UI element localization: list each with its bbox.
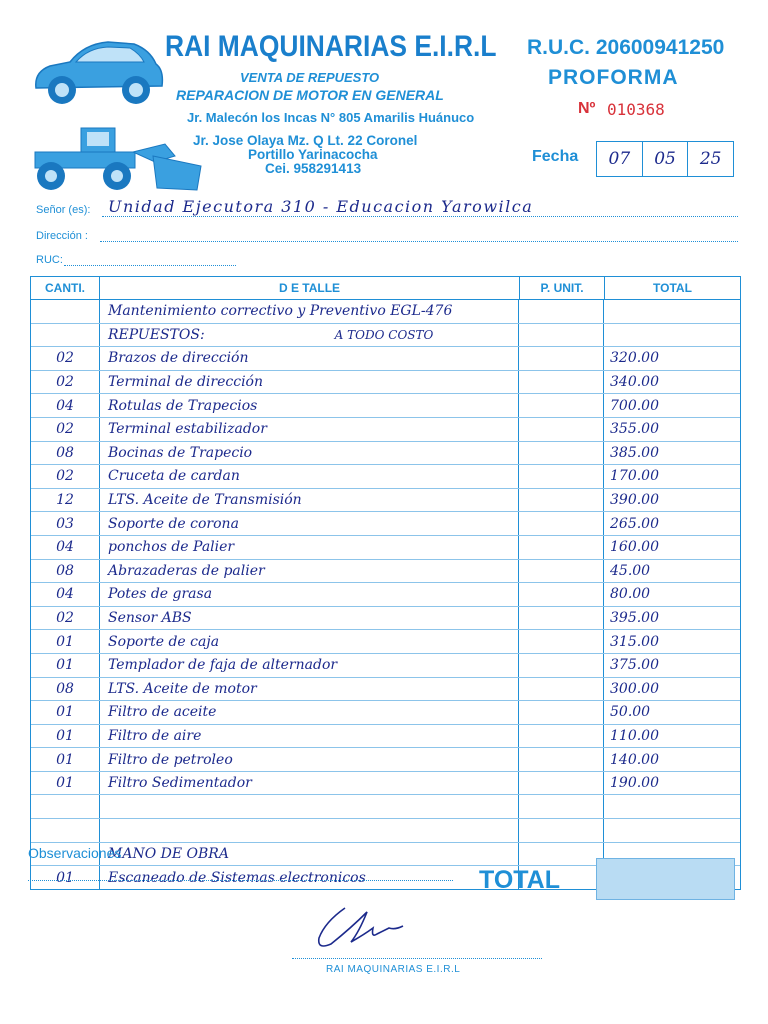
signature-name: RAI MAQUINARIAS E.I.R.L: [326, 964, 461, 975]
tagline-1: VENTA DE REPUESTO: [240, 70, 380, 85]
row-qty: 01: [31, 630, 100, 653]
row-total: 340.00: [610, 374, 659, 391]
date-label: Fecha: [532, 148, 579, 165]
row-unit-price: [519, 465, 604, 488]
row-detail: [100, 583, 519, 606]
row-unit-price: [519, 772, 604, 795]
row-detail: [100, 536, 519, 559]
row-unit-price: [519, 300, 604, 323]
row-qty: 08: [31, 560, 100, 583]
row-total: 170.00: [610, 468, 659, 485]
document-type: PROFORMA: [548, 66, 679, 89]
date-box: [596, 141, 734, 177]
row-detail: [100, 324, 519, 347]
date-month: 05: [643, 142, 689, 176]
row-detail-text: Bocinas de Trapecio: [108, 444, 253, 461]
company-name: RAI MAQUINARIAS E.I.R.L: [165, 30, 497, 63]
table-row: [31, 772, 740, 796]
header-total: TOTAL: [653, 281, 692, 295]
table-row: [31, 701, 740, 725]
row-detail: [100, 371, 519, 394]
total-label: TOTAL: [479, 866, 561, 894]
row-detail: [100, 678, 519, 701]
date-year: 25: [699, 149, 722, 169]
row-unit-price: [519, 819, 604, 842]
table-row: [31, 371, 740, 395]
row-unit-price: [519, 725, 604, 748]
row-detail: [100, 465, 519, 488]
table-row: [31, 418, 740, 442]
row-qty: 08: [31, 678, 100, 701]
address-label: Dirección :: [36, 230, 88, 242]
row-qty: 01: [31, 772, 100, 795]
table-row: [31, 489, 740, 513]
row-detail-text: Cruceta de cardan: [108, 468, 240, 485]
row-total: 110.00: [610, 727, 659, 744]
table-row: [31, 654, 740, 678]
row-detail-text: Brazos de dirección: [108, 350, 249, 367]
row-total: 50.00: [610, 704, 651, 721]
row-detail: [100, 489, 519, 512]
row-detail: [100, 725, 519, 748]
row-detail-note: A TODO COSTO: [334, 327, 434, 342]
row-unit-price: [519, 560, 604, 583]
header-qty: CANTI.: [31, 277, 100, 299]
table-row: [31, 795, 740, 819]
row-unit-price: [519, 324, 604, 347]
row-qty: 12: [31, 489, 100, 512]
row-qty: 01: [31, 701, 100, 724]
row-qty: 03: [31, 512, 100, 535]
ruc-number: R.U.C. 20600941250: [527, 36, 725, 59]
address-3: Portillo Yarinacocha: [248, 147, 378, 162]
client-value: Unidad Ejecutora 310 - Educacion Yarowilca: [108, 197, 534, 216]
row-detail-text: LTS. Aceite de motor: [108, 680, 257, 697]
row-total: 300.00: [610, 680, 659, 697]
row-detail-text: Mantenimiento correctivo y Preventivo EGL-476: [108, 303, 453, 320]
items-table: [30, 276, 741, 890]
row-detail: [100, 654, 519, 677]
address-1: Jr. Malecón los Incas N° 805 Amarilis Huánuco: [187, 110, 475, 125]
row-detail-text: Potes de grasa: [108, 586, 213, 603]
row-total: [604, 795, 740, 818]
row-unit-price: [519, 489, 604, 512]
table-row: [31, 560, 740, 584]
table-row: [31, 583, 740, 607]
row-total: 265.00: [610, 515, 659, 532]
row-detail-text: Rotulas de Trapecios: [108, 397, 258, 414]
table-row: [31, 607, 740, 631]
table-row: [31, 347, 740, 371]
row-unit-price: [519, 583, 604, 606]
phone: Cei. 958291413: [265, 161, 362, 176]
car-illustration: [30, 30, 166, 112]
row-detail: [100, 701, 519, 724]
table-header: [31, 277, 740, 300]
table-row: [31, 394, 740, 418]
address-2: Jr. Jose Olaya Mz. Q Lt. 22 Coronel: [193, 133, 418, 148]
row-unit-price: [519, 347, 604, 370]
row-total: 355.00: [610, 421, 659, 438]
row-qty: 02: [31, 465, 100, 488]
row-qty: 04: [31, 583, 100, 606]
table-row: [31, 442, 740, 466]
row-detail-text: Filtro de petroleo: [108, 751, 233, 768]
row-qty: [31, 324, 100, 347]
ruc-line: [64, 265, 236, 266]
row-qty: 01: [31, 866, 100, 889]
row-qty: [31, 795, 100, 818]
row-detail: [100, 866, 519, 889]
row-unit-price: [519, 678, 604, 701]
row-total: 390.00: [610, 492, 659, 509]
row-detail: [100, 843, 519, 866]
row-detail-text: Filtro Sedimentador: [108, 775, 252, 792]
total-box: [596, 858, 735, 900]
row-total: 80.00: [610, 586, 651, 603]
row-total: 375.00: [610, 657, 659, 674]
row-total: 140.00: [610, 751, 659, 768]
row-unit-price: [519, 630, 604, 653]
client-label: Señor (es):: [36, 204, 91, 216]
row-detail: [100, 512, 519, 535]
row-unit-price: [519, 512, 604, 535]
row-qty: 08: [31, 442, 100, 465]
row-detail-text: MANO DE OBRA: [108, 845, 229, 862]
ruc-label: RUC:: [36, 254, 63, 266]
row-qty: 01: [31, 725, 100, 748]
row-unit-price: [519, 418, 604, 441]
row-total: 320.00: [610, 350, 659, 367]
row-qty: 01: [31, 748, 100, 771]
address-line: [100, 241, 738, 242]
row-total: 395.00: [610, 610, 659, 627]
row-total: 190.00: [610, 775, 659, 792]
row-qty: 04: [31, 394, 100, 417]
row-detail-text: Terminal de dirección: [108, 374, 263, 391]
row-detail-text: Filtro de aceite: [108, 704, 217, 721]
header-unit: P. UNIT.: [520, 277, 605, 299]
row-unit-price: [519, 748, 604, 771]
table-row: [31, 512, 740, 536]
table-row: [31, 819, 740, 843]
row-detail-text: Filtro de aire: [108, 727, 202, 744]
row-detail-text: Abrazaderas de palier: [108, 562, 265, 579]
row-total: 315.00: [610, 633, 659, 650]
row-unit-price: [519, 654, 604, 677]
observations-line: [28, 880, 453, 881]
row-unit-price: [519, 795, 604, 818]
table-row: [31, 748, 740, 772]
row-total: [604, 324, 740, 347]
row-detail-text: LTS. Aceite de Transmisión: [108, 492, 302, 509]
row-unit-price: [519, 394, 604, 417]
loader-illustration: [25, 122, 205, 194]
row-unit-price: [519, 442, 604, 465]
row-detail-text: Templador de faja de alternador: [108, 657, 338, 674]
row-unit-price: [519, 701, 604, 724]
row-unit-price: [519, 371, 604, 394]
signature-line: [292, 958, 542, 959]
row-detail: [100, 418, 519, 441]
table-row: [31, 725, 740, 749]
row-detail: [100, 748, 519, 771]
row-detail: [100, 442, 519, 465]
row-detail: [100, 394, 519, 417]
row-qty: 02: [31, 607, 100, 630]
row-qty: [31, 819, 100, 842]
row-unit-price: [519, 536, 604, 559]
table-row: [31, 465, 740, 489]
table-row: [31, 678, 740, 702]
table-body: [31, 300, 740, 889]
date-day: 07: [597, 142, 643, 176]
row-detail: [100, 607, 519, 630]
row-detail-text: ponchos de Palier: [108, 539, 235, 556]
row-qty: 02: [31, 371, 100, 394]
row-total: [604, 300, 740, 323]
row-detail: [100, 630, 519, 653]
row-detail-text: Soporte de corona: [108, 515, 239, 532]
row-detail-text: Soporte de caja: [108, 633, 220, 650]
row-detail-text: REPUESTOS:: [108, 326, 205, 343]
header-detail: D E TALLE: [100, 277, 520, 299]
observations-label: Observaciones: [28, 845, 122, 861]
row-detail: [100, 347, 519, 370]
row-qty: [31, 300, 100, 323]
table-row: [31, 630, 740, 654]
row-detail-text: Sensor ABS: [108, 610, 192, 627]
row-unit-price: [519, 843, 604, 866]
row-total: 700.00: [610, 397, 659, 414]
row-total: 385.00: [610, 444, 659, 461]
row-total: 45.00: [610, 562, 651, 579]
table-row: [31, 324, 740, 348]
row-qty: 02: [31, 347, 100, 370]
row-qty: 04: [31, 536, 100, 559]
table-row: [31, 300, 740, 324]
row-total: 160.00: [610, 539, 659, 556]
signature: [305, 898, 415, 954]
row-detail: [100, 819, 519, 842]
table-row: [31, 536, 740, 560]
row-unit-price: [519, 607, 604, 630]
tagline-2: REPARACION DE MOTOR EN GENERAL: [176, 87, 444, 103]
row-total: [604, 819, 740, 842]
row-detail-text: Terminal estabilizador: [108, 421, 267, 438]
document-number: 010368: [607, 100, 665, 119]
row-detail-text: Escaneado de Sistemas electronicos: [108, 869, 366, 886]
row-qty: 02: [31, 418, 100, 441]
row-detail: [100, 772, 519, 795]
client-line: [102, 216, 738, 217]
number-label: Nº: [578, 100, 596, 117]
row-detail: [100, 560, 519, 583]
row-detail: [100, 300, 519, 323]
row-detail: [100, 795, 519, 818]
row-qty: 01: [31, 654, 100, 677]
